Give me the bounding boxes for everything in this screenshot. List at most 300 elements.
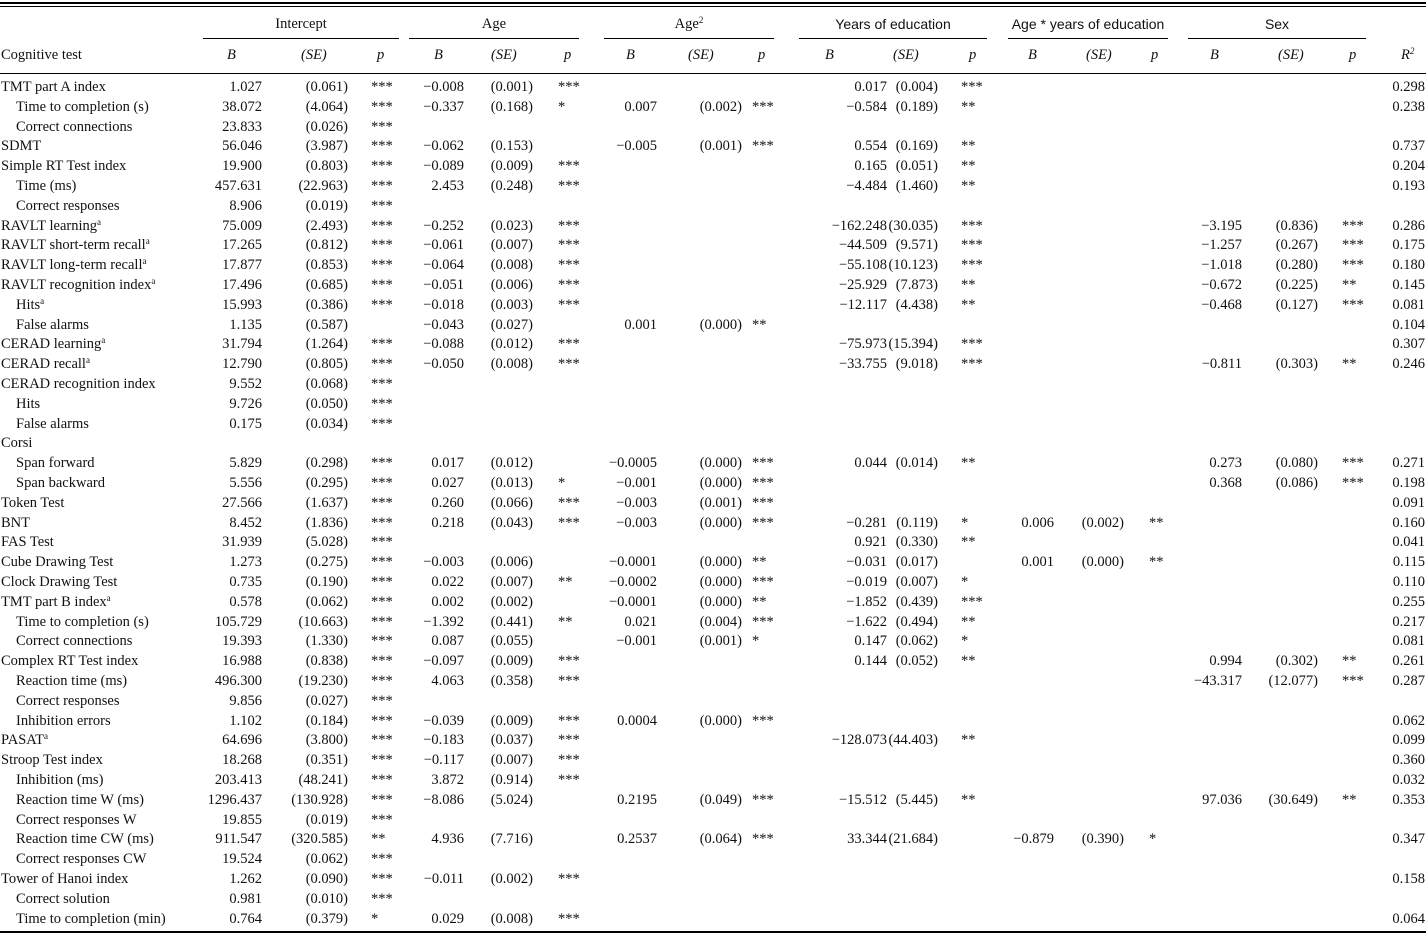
column-header-se: (SE) (1086, 47, 1112, 63)
intercept-p-cell: ** (371, 831, 386, 848)
sex-se-cell: (0.225) (1275, 277, 1318, 293)
intercept-se-cell: (3.800) (305, 732, 348, 749)
sex-b-cell: −1.018 (1201, 257, 1242, 274)
test-name-text: Correct responses (16, 197, 120, 214)
age-p-cell: *** (558, 178, 580, 194)
table-row (0, 672, 1426, 692)
table-row (0, 712, 1426, 732)
age-b-cell: 0.017 (431, 455, 464, 472)
education-p-cell: *** (961, 257, 983, 274)
sex-p-cell: ** (1342, 356, 1357, 373)
test-name (1, 514, 30, 534)
interaction-b-cell: 0.001 (1021, 554, 1054, 571)
footnote-marker: a (106, 592, 111, 603)
test-name-text: RAVLT recognition index (1, 277, 152, 293)
test-name-text: Correct connections (16, 633, 133, 650)
education-se-cell: (10.123) (888, 257, 938, 274)
age-se-cell: (0.027) (490, 316, 533, 333)
age-squared-p-cell: *** (752, 138, 774, 155)
r2-r2-cell: 0.298 (1392, 79, 1425, 95)
test-name (1, 276, 155, 296)
interaction-se-cell: (0.002) (1081, 514, 1124, 531)
age-se-cell: (0.043) (490, 514, 533, 531)
table-row (0, 850, 1426, 870)
age-b-cell: 0.027 (431, 475, 464, 491)
age-se-cell: (0.008) (490, 910, 533, 927)
education-se-cell: (5.445) (895, 791, 938, 808)
test-name-text: False alarms (16, 316, 89, 333)
table-row (0, 316, 1426, 336)
age-se-cell: (0.009) (490, 653, 533, 670)
intercept-p-cell: *** (371, 138, 393, 155)
intercept-p-cell: *** (371, 79, 393, 95)
test-name (16, 177, 76, 197)
rule-interaction (1008, 38, 1168, 39)
age-b-cell: 2.453 (431, 178, 464, 194)
test-name (16, 712, 111, 732)
intercept-se-cell: (0.061) (305, 79, 348, 95)
sex-se-cell: (0.127) (1275, 296, 1318, 313)
table-row (0, 910, 1426, 930)
education-p-cell: ** (961, 455, 976, 472)
education-se-cell: (0.169) (895, 138, 938, 155)
intercept-b-cell: 75.009 (222, 217, 262, 234)
education-b-cell: 0.921 (854, 534, 887, 551)
test-name (16, 692, 119, 712)
age-p-cell: *** (558, 494, 580, 511)
intercept-p-cell: *** (371, 237, 393, 254)
age-se-cell: (0.003) (490, 296, 533, 313)
footnote-marker: a (44, 731, 48, 742)
test-name (1, 593, 111, 613)
r2-r2-cell: 0.099 (1392, 732, 1425, 749)
education-p-cell: ** (961, 138, 976, 155)
education-b-cell: 0.147 (854, 633, 887, 650)
intercept-b-cell: 16.988 (222, 653, 262, 670)
intercept-p-cell: *** (371, 593, 393, 610)
sex-p-cell: ** (1342, 653, 1357, 670)
table-row (0, 296, 1426, 316)
test-name-text: Cube Drawing Test (1, 554, 114, 571)
intercept-se-cell: (0.805) (305, 356, 348, 373)
age-p-cell: *** (558, 514, 580, 531)
table-row (0, 474, 1426, 494)
column-header-b: B (1210, 47, 1219, 63)
intercept-b-cell: 19.855 (222, 811, 262, 828)
rule-intercept (203, 38, 399, 39)
test-name (16, 98, 149, 118)
intercept-se-cell: (0.062) (305, 851, 348, 868)
intercept-se-cell: (0.351) (305, 752, 348, 769)
sex-p-cell: *** (1342, 217, 1364, 234)
test-name-text: Hits (16, 395, 41, 412)
intercept-b-cell: 17.265 (222, 237, 262, 254)
age-squared-se-cell: (0.004) (699, 613, 742, 630)
test-name (1, 256, 147, 276)
test-name (16, 811, 137, 831)
test-name (1, 553, 113, 573)
test-name (16, 296, 44, 316)
age-squared-p-cell: *** (752, 514, 774, 531)
intercept-se-cell: (0.275) (305, 554, 348, 571)
r2-r2-cell: 0.347 (1392, 831, 1425, 848)
sex-se-cell: (0.080) (1275, 455, 1318, 472)
education-se-cell: (0.007) (895, 574, 938, 590)
education-se-cell: (9.571) (895, 237, 938, 254)
age-se-cell: (0.008) (490, 257, 533, 274)
education-p-cell: ** (961, 653, 976, 670)
test-name-text: TMT part B index (1, 593, 107, 610)
sex-p-cell: *** (1342, 296, 1364, 313)
age-se-cell: (0.248) (490, 178, 533, 194)
intercept-p-cell: *** (371, 772, 393, 788)
intercept-p-cell: *** (371, 336, 393, 353)
test-name (16, 415, 89, 435)
test-name-text: Span backward (16, 475, 105, 491)
age-b-cell: −0.337 (423, 98, 464, 115)
r2-r2-cell: 0.255 (1392, 593, 1425, 610)
intercept-p-cell: *** (371, 277, 393, 293)
table-row (0, 236, 1426, 256)
intercept-b-cell: 27.566 (222, 494, 262, 511)
sex-b-cell: 0.273 (1209, 455, 1242, 472)
column-header-se: (SE) (893, 47, 919, 63)
sex-p-cell: ** (1342, 277, 1357, 293)
r2-r2-cell: 0.286 (1392, 217, 1425, 234)
age-squared-p-cell: * (752, 633, 760, 650)
test-name-text: Corsi (1, 435, 33, 452)
education-p-cell: * (961, 514, 969, 531)
column-header-p: p (1151, 47, 1159, 63)
education-b-cell: 0.044 (854, 455, 887, 472)
footnote-marker: a (142, 256, 147, 267)
intercept-se-cell: (0.068) (305, 376, 348, 392)
intercept-b-cell: 9.856 (229, 692, 262, 709)
education-b-cell: −128.073 (831, 732, 887, 749)
test-name (1, 137, 41, 157)
age-b-cell: −0.043 (423, 316, 464, 333)
age-squared-b-cell: −0.001 (616, 633, 657, 650)
intercept-se-cell: (0.062) (305, 593, 348, 610)
rule-age (409, 38, 579, 39)
test-name-text: Time to completion (s) (16, 98, 149, 115)
r2-r2-cell: 0.145 (1392, 277, 1425, 293)
age-squared-se-cell: (0.000) (699, 554, 742, 571)
table-row (0, 533, 1426, 553)
test-name-text: CERAD recognition index (1, 376, 156, 392)
r2-r2-cell: 0.238 (1392, 98, 1425, 115)
age-squared-b-cell: −0.0005 (608, 455, 657, 472)
intercept-se-cell: (0.838) (305, 653, 348, 670)
test-name (16, 395, 40, 415)
intercept-se-cell: (0.386) (305, 296, 348, 313)
intercept-p-cell: *** (371, 376, 393, 392)
education-b-cell: 0.017 (854, 79, 887, 95)
age-squared-b-cell: 0.0004 (617, 712, 657, 729)
age-p-cell: *** (558, 336, 580, 353)
intercept-p-cell: *** (371, 118, 393, 135)
sex-se-cell: (0.267) (1275, 237, 1318, 254)
education-b-cell: −4.484 (846, 178, 887, 194)
age-squared-p-cell: *** (752, 455, 774, 472)
test-name-text: False alarms (16, 415, 89, 432)
footnote-marker: a (40, 295, 45, 306)
age-b-cell: −0.018 (423, 296, 464, 313)
intercept-se-cell: (0.010) (305, 890, 348, 907)
r2-r2-cell: 0.115 (1392, 554, 1425, 571)
test-name (16, 771, 103, 791)
test-name-text: Token Test (1, 494, 65, 511)
intercept-se-cell: (3.987) (305, 138, 348, 155)
age-squared-b-cell: 0.021 (624, 613, 657, 630)
age-b-cell: −0.088 (423, 336, 464, 353)
age-se-cell: (0.009) (490, 158, 533, 175)
test-name-text: Reaction time CW (ms) (16, 831, 154, 848)
education-p-cell: ** (961, 791, 976, 808)
age-squared-b-cell: 0.007 (624, 98, 657, 115)
table-row (0, 98, 1426, 118)
age-p-cell: *** (558, 732, 580, 749)
test-name (16, 118, 132, 138)
intercept-p-cell: *** (371, 395, 393, 412)
education-b-cell: −0.031 (846, 554, 887, 571)
r2-r2-cell: 0.204 (1392, 158, 1425, 175)
intercept-se-cell: (4.064) (305, 98, 348, 115)
test-name-text: Correct responses CW (16, 851, 147, 868)
sex-p-cell: *** (1342, 475, 1364, 491)
test-name-text: RAVLT learning (1, 217, 97, 234)
sex-p-cell: *** (1342, 257, 1364, 274)
test-name (1, 157, 126, 177)
table-row (0, 632, 1426, 652)
education-b-cell: −15.512 (838, 791, 887, 808)
sex-se-cell: (30.649) (1268, 791, 1318, 808)
intercept-b-cell: 0.764 (229, 910, 262, 927)
footnote-marker: a (97, 216, 101, 227)
r2-r2-cell: 0.032 (1392, 772, 1425, 788)
age-p-cell: *** (558, 712, 580, 729)
age-b-cell: −0.061 (423, 237, 464, 254)
sex-se-cell: (12.077) (1268, 673, 1318, 689)
education-p-cell: *** (961, 593, 983, 610)
column-header-se: (SE) (491, 47, 517, 63)
age-se-cell: (0.006) (490, 554, 533, 571)
table-row (0, 890, 1426, 910)
intercept-se-cell: (1.836) (305, 514, 348, 531)
table-row (0, 118, 1426, 138)
education-p-cell: * (961, 633, 969, 650)
intercept-se-cell: (0.050) (305, 395, 348, 412)
intercept-p-cell: *** (371, 178, 393, 194)
table-row (0, 375, 1426, 395)
column-header-p: p (758, 47, 766, 63)
intercept-p-cell: *** (371, 217, 393, 234)
column-header-se: (SE) (1278, 47, 1304, 63)
age-squared-b-cell: 0.2195 (617, 791, 657, 808)
sex-b-cell: −1.257 (1201, 237, 1242, 254)
intercept-b-cell: 496.300 (214, 673, 262, 689)
intercept-b-cell: 1.135 (229, 316, 262, 333)
education-se-cell: (0.004) (895, 79, 938, 95)
age-b-cell: −0.064 (423, 257, 464, 274)
sex-se-cell: (0.302) (1275, 653, 1318, 670)
education-se-cell: (0.439) (895, 593, 938, 610)
education-p-cell: *** (961, 356, 983, 373)
intercept-se-cell: (0.026) (305, 118, 348, 135)
test-name (1, 731, 48, 751)
intercept-se-cell: (19.230) (298, 673, 348, 689)
education-b-cell: −33.755 (838, 356, 887, 373)
test-name-text: Inhibition (ms) (16, 772, 104, 788)
intercept-p-cell: *** (371, 494, 393, 511)
intercept-b-cell: 1.273 (229, 554, 262, 571)
intercept-p-cell: *** (371, 98, 393, 115)
education-b-cell: −1.622 (846, 613, 887, 630)
age-se-cell: (7.716) (490, 831, 533, 848)
intercept-b-cell: 1.027 (229, 79, 262, 95)
age-p-cell: * (558, 475, 566, 491)
intercept-b-cell: 8.452 (229, 514, 262, 531)
sex-se-cell: (0.303) (1275, 356, 1318, 373)
intercept-b-cell: 911.547 (215, 831, 262, 848)
intercept-p-cell: *** (371, 871, 393, 887)
education-b-cell: −0.019 (846, 574, 887, 590)
sex-b-cell: 0.368 (1209, 475, 1242, 491)
group-header-education: Years of education (835, 16, 951, 32)
interaction-p-cell: * (1149, 831, 1157, 848)
test-name (1, 355, 90, 375)
intercept-p-cell: *** (371, 851, 393, 868)
age-b-cell: −0.051 (423, 277, 464, 293)
test-name-text: Tower of Hanoi index (1, 871, 129, 887)
age-squared-b-cell: 0.001 (624, 316, 657, 333)
education-b-cell: 0.554 (854, 138, 887, 155)
intercept-b-cell: 457.631 (214, 178, 262, 194)
intercept-se-cell: (1.264) (305, 336, 348, 353)
test-name-text: Time (ms) (16, 178, 77, 194)
age-p-cell: *** (558, 752, 580, 769)
test-name-text: Simple RT Test index (1, 158, 127, 175)
intercept-p-cell: *** (371, 455, 393, 472)
education-se-cell: (0.119) (896, 514, 938, 531)
column-header-b: B (1028, 47, 1037, 63)
test-name-text: SDMT (1, 138, 42, 155)
intercept-b-cell: 203.413 (214, 772, 262, 788)
table-row (0, 434, 1426, 454)
education-b-cell: 33.344 (847, 831, 887, 848)
r2-r2-cell: 0.246 (1392, 356, 1425, 373)
education-se-cell: (9.018) (895, 356, 938, 373)
age-se-cell: (0.007) (490, 752, 533, 769)
age-b-cell: −0.050 (423, 356, 464, 373)
test-name-text: Complex RT Test index (1, 653, 139, 670)
age-p-cell: *** (558, 653, 580, 670)
age-b-cell: 0.087 (431, 633, 464, 650)
education-b-cell: −25.929 (838, 277, 887, 293)
test-name-text: Correct responses (16, 692, 120, 709)
test-name-text: TMT part A index (1, 79, 106, 95)
age-squared-p-cell: *** (752, 791, 774, 808)
age-squared-se-cell: (0.001) (699, 138, 742, 155)
intercept-p-cell: *** (371, 673, 393, 689)
test-name-text: RAVLT short-term recall (1, 237, 146, 254)
top-rule-outer (0, 2, 1426, 4)
intercept-b-cell: 23.833 (222, 118, 262, 135)
intercept-p-cell: *** (371, 653, 393, 670)
age-squared-b-cell: −0.0002 (608, 574, 657, 590)
intercept-se-cell: (0.812) (305, 237, 348, 254)
test-name (1, 78, 106, 98)
table-row (0, 217, 1426, 237)
group-header-interaction: Age * years of education (1011, 16, 1165, 32)
intercept-p-cell: *** (371, 890, 393, 907)
column-header-p: p (969, 47, 977, 63)
test-name (1, 870, 128, 890)
age-squared-se-cell: (0.000) (699, 475, 742, 491)
intercept-b-cell: 18.268 (222, 752, 262, 769)
table-row (0, 177, 1426, 197)
education-se-cell: (30.035) (888, 217, 938, 234)
age-p-cell: *** (558, 257, 580, 274)
age-b-cell: −0.039 (423, 712, 464, 729)
age-squared-b-cell: 0.2537 (617, 831, 657, 848)
education-se-cell: (0.052) (895, 653, 938, 670)
test-name-text: Span forward (16, 455, 95, 472)
table-row (0, 355, 1426, 375)
age-p-cell: *** (558, 673, 580, 689)
education-p-cell: ** (961, 534, 976, 551)
footnote-marker: a (85, 355, 90, 366)
age-squared-se-cell: (0.000) (699, 514, 742, 531)
r2-r2-cell: 0.081 (1392, 633, 1425, 650)
age-se-cell: (0.007) (490, 237, 533, 254)
education-b-cell: −75.973 (838, 336, 887, 353)
intercept-b-cell: 105.729 (214, 613, 262, 630)
column-header-b: B (825, 47, 834, 63)
intercept-se-cell: (0.034) (305, 415, 348, 432)
table-row (0, 197, 1426, 217)
age-b-cell: 0.022 (431, 574, 464, 590)
age-squared-b-cell: −0.0001 (608, 593, 657, 610)
age-se-cell: (0.023) (490, 217, 533, 234)
intercept-p-cell: *** (371, 257, 393, 274)
table-row (0, 652, 1426, 672)
intercept-se-cell: (1.637) (305, 494, 348, 511)
bottom-rule (0, 931, 1426, 933)
age-se-cell: (0.066) (490, 494, 533, 511)
table-row (0, 553, 1426, 573)
intercept-b-cell: 56.046 (222, 138, 262, 155)
intercept-p-cell: *** (371, 811, 393, 828)
intercept-se-cell: (1.330) (305, 633, 348, 650)
r2-r2-cell: 0.737 (1392, 138, 1425, 155)
age-p-cell: *** (558, 277, 580, 293)
age-b-cell: 0.029 (431, 910, 464, 927)
interaction-b-cell: 0.006 (1021, 514, 1054, 531)
test-name-text: CERAD recall (1, 356, 86, 373)
education-se-cell: (0.330) (895, 534, 938, 551)
education-b-cell: 0.144 (854, 653, 887, 670)
r2-r2-cell: 0.353 (1392, 791, 1425, 808)
r2-r2-cell: 0.081 (1392, 296, 1425, 313)
r2-r2-cell: 0.110 (1392, 574, 1425, 590)
intercept-p-cell: *** (371, 712, 393, 729)
education-b-cell: −162.248 (831, 217, 887, 234)
age-p-cell: *** (558, 79, 580, 95)
rule-education (799, 38, 987, 39)
r2-r2-cell: 0.104 (1392, 316, 1425, 333)
interaction-p-cell: ** (1149, 554, 1164, 571)
